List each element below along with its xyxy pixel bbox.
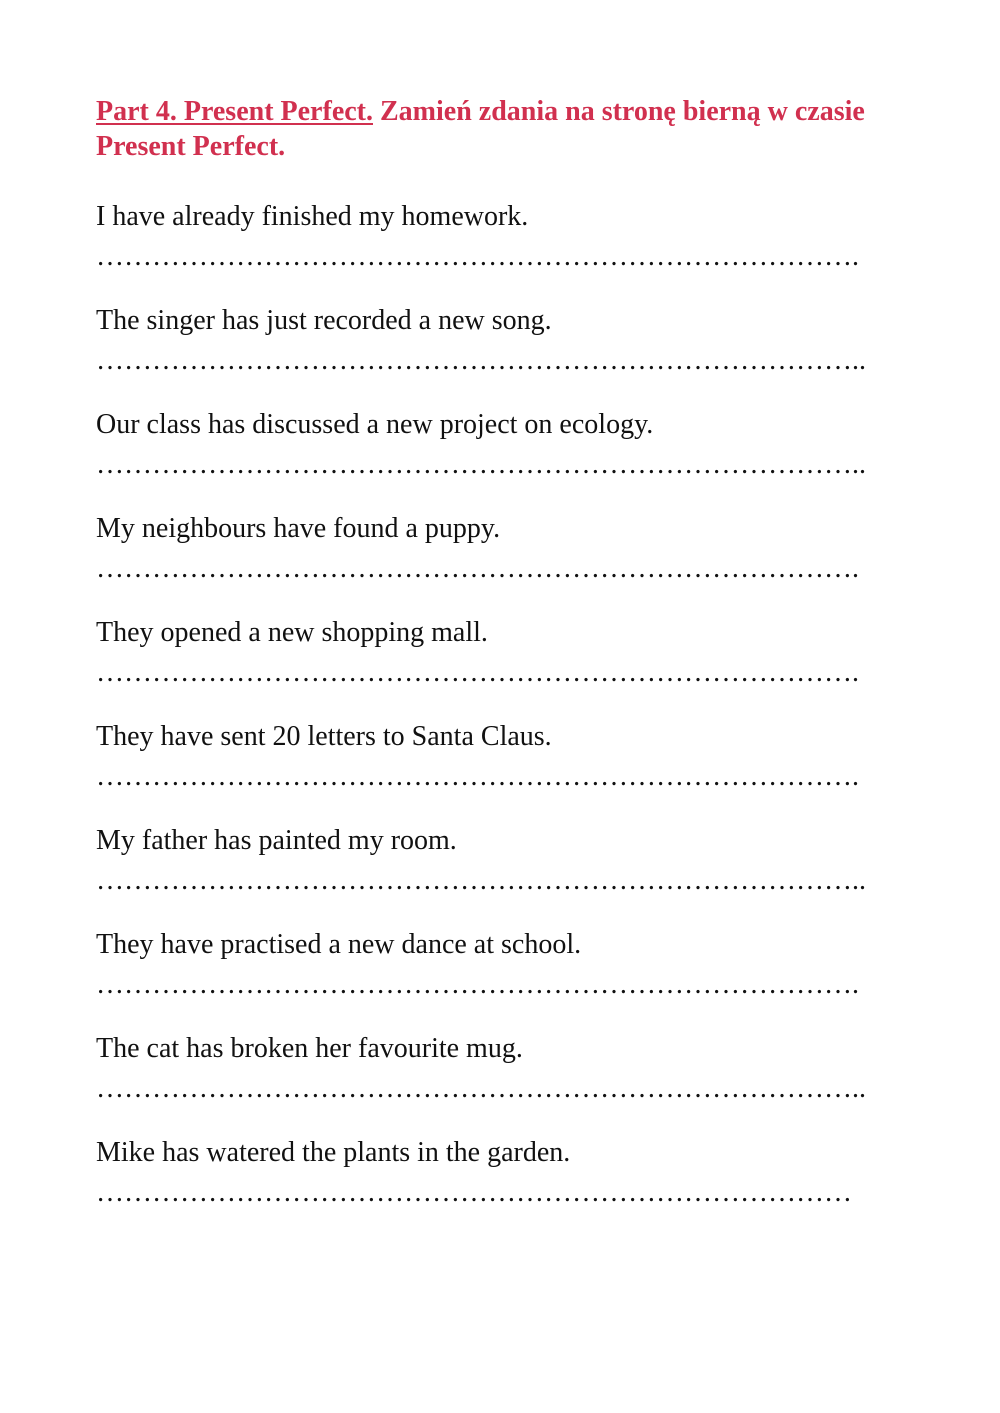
exercise-sentence: The singer has just recorded a new song. xyxy=(96,305,552,336)
worksheet-heading xyxy=(96,94,876,164)
exercise-sentence: They opened a new shopping mall. xyxy=(96,617,488,648)
part-title: Part 4. Present Perfect. xyxy=(96,96,373,127)
answer-line[interactable]: ………………………………………………………………………. xyxy=(96,969,859,1000)
exercise-item xyxy=(96,824,896,898)
exercise-item xyxy=(96,512,896,586)
exercise-item xyxy=(96,1136,896,1210)
answer-line[interactable]: ………………………………………………………………………. xyxy=(96,241,859,272)
exercise-sentence: My father has painted my room. xyxy=(96,825,457,856)
answer-line[interactable]: ……………………………………………………………………….. xyxy=(96,865,866,896)
exercise-item xyxy=(96,304,896,378)
answer-line[interactable]: ……………………………………………………………………… xyxy=(96,1177,852,1208)
worksheet-page xyxy=(96,94,876,164)
answer-line[interactable]: ……………………………………………………………………….. xyxy=(96,449,866,480)
answer-line[interactable]: ………………………………………………………………………. xyxy=(96,657,859,688)
exercise-item xyxy=(96,408,896,482)
exercise-item xyxy=(96,1032,896,1106)
answer-line[interactable]: ……………………………………………………………………….. xyxy=(96,345,866,376)
exercise-sentence: My neighbours have found a puppy. xyxy=(96,513,501,544)
exercise-sentence: They have sent 20 letters to Santa Claus. xyxy=(96,721,552,752)
exercise-item xyxy=(96,200,896,274)
exercise-item xyxy=(96,616,896,690)
exercise-item xyxy=(96,928,896,1002)
exercise-sentence: Our class has discussed a new project on ecology. xyxy=(96,409,654,440)
answer-line[interactable]: ……………………………………………………………………….. xyxy=(96,1073,866,1104)
exercise-sentence: I have already finished my homework. xyxy=(96,201,529,232)
answer-line[interactable]: ………………………………………………………………………. xyxy=(96,761,859,792)
exercise-sentence: The cat has broken her favourite mug. xyxy=(96,1033,523,1064)
exercise-item xyxy=(96,720,896,794)
exercise-sentence: They have practised a new dance at school. xyxy=(96,929,582,960)
answer-line[interactable]: ………………………………………………………………………. xyxy=(96,553,859,584)
exercise-sentence: Mike has watered the plants in the garden. xyxy=(96,1137,571,1168)
instruction-text: Zamień zdania na stronę bierną w czasie Present Perfect. xyxy=(96,96,865,162)
